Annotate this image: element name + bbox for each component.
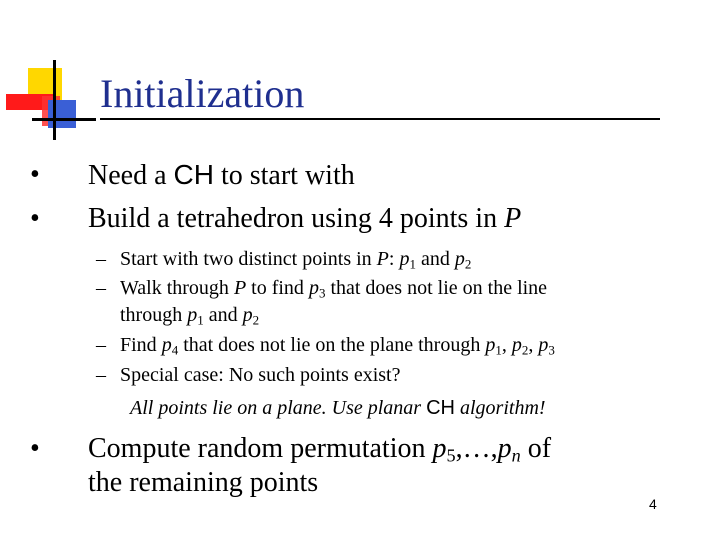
corner-logo: [0, 0, 100, 150]
bullet-text: Build a tetrahedron using 4 points in P: [88, 203, 522, 234]
bullet-text: Need a CH to start with: [88, 159, 355, 191]
bullet-text: Compute random permutation $p_5,\dots,p_n$ of: [88, 433, 552, 466]
logo-horizontal-line: [32, 118, 96, 121]
bullet-dot: •: [30, 433, 40, 464]
slide-title: Initialization: [100, 71, 305, 116]
sub-bullet-special-case-note: All points lie on a plane. Use planar CH algorithm!: [130, 397, 546, 419]
bullet-dot: •: [30, 203, 40, 234]
page-number: 4: [649, 496, 657, 512]
title-rule: [100, 118, 660, 120]
bullet-dot: •: [30, 159, 40, 190]
logo-vertical-line: [53, 60, 56, 140]
